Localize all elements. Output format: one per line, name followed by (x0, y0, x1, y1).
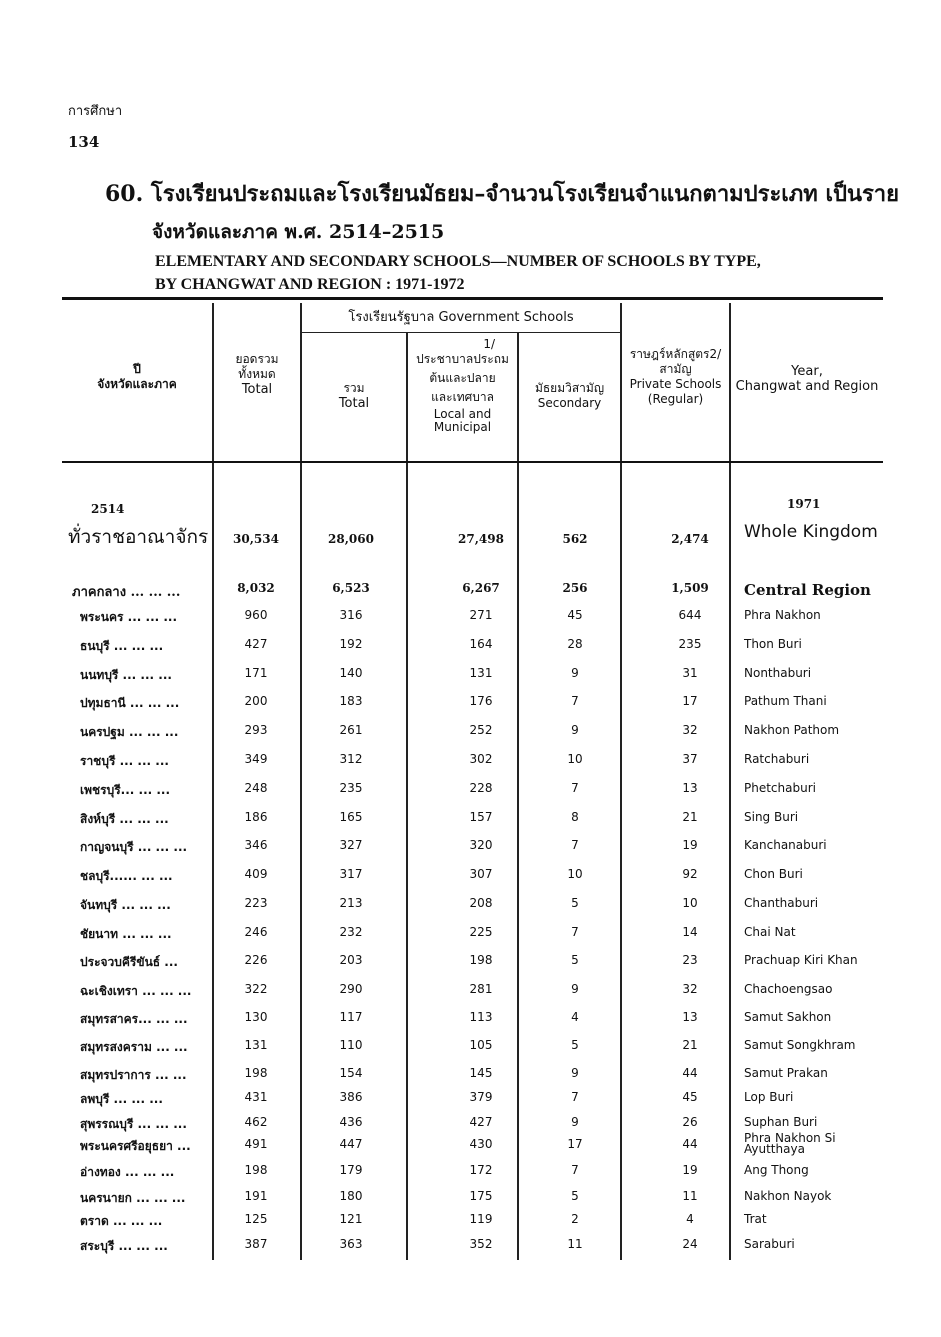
cell-gov-total: 165 (339, 810, 363, 824)
province-name-thai: เพชรบุรี... ... ... (80, 783, 171, 797)
province-name-english: Chachoengsao (744, 982, 833, 996)
cell-private: 1,509 (671, 581, 709, 595)
cell-local-municipal: 113 (469, 1010, 493, 1024)
cell-secondary: 5 (571, 896, 579, 910)
cell-private: 19 (682, 838, 698, 852)
col6-header-en-2: Changwat and Region (735, 379, 879, 394)
province-name-thai: ลพบุรี ... ... ... (80, 1092, 163, 1106)
cell-secondary: 7 (571, 1163, 579, 1177)
gov-group-rule (300, 332, 622, 333)
table-row (0, 1038, 941, 1062)
region-name-thai: ภาคกลาง ... ... ... (72, 585, 181, 600)
cell-private: 19 (682, 1163, 698, 1177)
cell-total: 125 (244, 1212, 268, 1226)
province-name-thai: สิงห์บุรี ... ... ... (80, 812, 169, 826)
province-name-english: Thon Buri (744, 637, 802, 651)
cell-gov-total: 154 (339, 1066, 363, 1080)
header-category: การศึกษา (68, 104, 123, 119)
cell-private: 23 (682, 953, 698, 967)
cell-local-municipal: 307 (469, 867, 493, 881)
cell-total: 200 (244, 694, 268, 708)
province-name-english: Suphan Buri (744, 1115, 818, 1129)
cell-total: 30,534 (233, 532, 279, 546)
cell-secondary: 8 (571, 810, 579, 824)
col4-header-en: Secondary (537, 396, 602, 410)
province-name-thai: พระนครศรีอยุธยา ... (80, 1139, 191, 1153)
cell-private: 2,474 (671, 532, 709, 546)
col2-header (302, 381, 406, 411)
cell-private: 24 (682, 1237, 698, 1251)
province-name-thai: พระนคร ... ... ... (80, 610, 178, 624)
cell-total: 960 (244, 608, 268, 622)
table-header-rule (62, 461, 883, 463)
cell-secondary: 2 (571, 1212, 579, 1226)
cell-total: 462 (244, 1115, 268, 1129)
province-name-thai: ชลบุรี...... ... ... (80, 869, 173, 883)
cell-total: 191 (244, 1189, 268, 1203)
cell-private: 44 (682, 1066, 698, 1080)
cell-gov-total: 327 (339, 838, 363, 852)
cell-private: 13 (682, 1010, 698, 1024)
col5-header-thai-2: สามัญ (659, 362, 692, 376)
cell-private: 14 (682, 925, 698, 939)
province-name-thai: สมุทรสาคร... ... ... (80, 1012, 188, 1026)
cell-total: 8,032 (237, 581, 275, 595)
cell-private: 92 (682, 867, 698, 881)
col6-header (731, 364, 883, 394)
cell-local-municipal: 430 (469, 1137, 493, 1151)
cell-secondary: 7 (571, 694, 579, 708)
cell-total: 248 (244, 781, 268, 795)
cell-secondary: 45 (567, 608, 583, 622)
cell-private: 32 (682, 982, 698, 996)
province-name-english: Ang Thong (744, 1163, 809, 1177)
cell-local-municipal: 157 (469, 810, 493, 824)
col4-header-thai: มัธยมวิสามัญ (534, 381, 605, 395)
cell-total: 226 (244, 953, 268, 967)
table-row (0, 694, 941, 718)
province-name-thai: ราชบุรี ... ... ... (80, 754, 169, 768)
cell-local-municipal: 27,498 (458, 532, 504, 546)
cell-private: 26 (682, 1115, 698, 1129)
province-name-english: Nonthaburi (744, 666, 812, 680)
province-name-thai: ประจวบคีรีขันธ์ ... (80, 955, 178, 969)
cell-gov-total: 363 (339, 1237, 363, 1251)
cell-gov-total: 213 (339, 896, 363, 910)
cell-secondary: 5 (571, 953, 579, 967)
cell-total: 198 (244, 1163, 268, 1177)
cell-gov-total: 28,060 (328, 532, 374, 546)
province-name-thai: ปทุมธานี ... ... ... (80, 696, 180, 710)
cell-secondary: 7 (571, 838, 579, 852)
col0-header-thai-2: จังหวัดและภาค (97, 377, 177, 391)
cell-gov-total: 317 (339, 867, 363, 881)
cell-gov-total: 312 (339, 752, 363, 766)
table-row (0, 1066, 941, 1090)
cell-gov-total: 235 (339, 781, 363, 795)
table-row (0, 1189, 941, 1213)
col0-header-thai-1: ปี (133, 362, 141, 376)
cell-private: 44 (682, 1137, 698, 1151)
province-name-english: Ratchaburi (744, 752, 810, 766)
cell-gov-total: 203 (339, 953, 363, 967)
province-name-thai: สมุทรปราการ ... ... (80, 1068, 187, 1082)
cell-local-municipal: 145 (469, 1066, 493, 1080)
cell-total: 293 (244, 723, 268, 737)
cell-secondary: 10 (567, 867, 583, 881)
table-row (0, 1090, 941, 1114)
province-name-thai: จันทบุรี ... ... ... (80, 898, 171, 912)
cell-local-municipal: 225 (469, 925, 493, 939)
cell-local-municipal: 352 (469, 1237, 493, 1251)
table-row (0, 1163, 941, 1187)
province-name-english: Chai Nat (744, 925, 796, 939)
province-name-thai: นครนายก ... ... ... (80, 1191, 186, 1205)
cell-secondary: 17 (567, 1137, 583, 1151)
province-name-english: Lop Buri (744, 1090, 794, 1104)
region-name-english: Central Region (744, 581, 871, 599)
cell-private: 13 (682, 781, 698, 795)
page-number: 134 (68, 133, 100, 151)
province-name-thai: ชัยนาท ... ... ... (80, 927, 172, 941)
col0-header (62, 362, 212, 392)
cell-local-municipal: 105 (469, 1038, 493, 1052)
province-name-thai: กาญจนบุรี ... ... ... (80, 840, 188, 854)
cell-private: 17 (682, 694, 698, 708)
cell-gov-total: 117 (339, 1010, 363, 1024)
province-name-english: Prachuap Kiri Khan (744, 953, 858, 967)
cell-gov-total: 140 (339, 666, 363, 680)
cell-gov-total: 386 (339, 1090, 363, 1104)
cell-gov-total: 121 (339, 1212, 363, 1226)
cell-secondary: 5 (571, 1038, 579, 1052)
province-name-english: Pathum Thani (744, 694, 827, 708)
cell-local-municipal: 252 (469, 723, 493, 737)
province-name-english: Chon Buri (744, 867, 803, 881)
cell-private: 11 (682, 1189, 698, 1203)
cell-private: 644 (678, 608, 702, 622)
cell-secondary: 9 (571, 982, 579, 996)
whole-kingdom-thai: ทั่วราชอาณาจักร (68, 526, 209, 548)
cell-total: 171 (244, 666, 268, 680)
cell-total: 409 (244, 867, 268, 881)
province-name-english: Trat (744, 1212, 767, 1226)
cell-gov-total: 447 (339, 1137, 363, 1151)
col1-header-en: Total (241, 382, 273, 397)
cell-private: 10 (682, 896, 698, 910)
table-row (0, 752, 941, 776)
cell-local-municipal: 379 (469, 1090, 493, 1104)
cell-local-municipal: 175 (469, 1189, 493, 1203)
cell-private: 31 (682, 666, 698, 680)
table-row (0, 953, 941, 977)
cell-total: 223 (244, 896, 268, 910)
cell-total: 246 (244, 925, 268, 939)
col1-header-thai-1: ยอดรวม (235, 352, 279, 366)
province-name-thai: นครปฐม ... ... ... (80, 725, 179, 739)
cell-gov-total: 436 (339, 1115, 363, 1129)
cell-local-municipal: 198 (469, 953, 493, 967)
col6-header-en-1: Year, (791, 364, 823, 379)
cell-secondary: 5 (571, 1189, 579, 1203)
cell-private: 37 (682, 752, 698, 766)
cell-local-municipal: 271 (469, 608, 493, 622)
cell-gov-total: 180 (339, 1189, 363, 1203)
cell-secondary: 7 (571, 781, 579, 795)
cell-secondary: 9 (571, 723, 579, 737)
table-row (0, 1237, 941, 1261)
region-row (0, 581, 941, 605)
cell-local-municipal: 320 (469, 838, 493, 852)
table-row (0, 1010, 941, 1034)
cell-total: 322 (244, 982, 268, 996)
col5-header-en-1: Private Schools (629, 377, 722, 391)
whole-kingdom-row (0, 522, 941, 546)
cell-private: 21 (682, 1038, 698, 1052)
col3-header-en-1: Local and (433, 407, 492, 421)
province-name-english: Chanthaburi (744, 896, 819, 910)
cell-secondary: 256 (562, 581, 588, 595)
title-english-line2: BY CHANGWAT AND REGION : 1971-1972 (155, 276, 465, 293)
col3-header (408, 337, 517, 433)
province-name-thai: ฉะเชิงเทรา ... ... ... (80, 984, 192, 998)
cell-secondary: 7 (571, 925, 579, 939)
gov-group-header: โรงเรียนรัฐบาล Government Schools (348, 310, 574, 325)
col3-header-en-2: Municipal (433, 420, 492, 434)
table-row (0, 810, 941, 834)
cell-private: 235 (678, 637, 702, 651)
cell-local-municipal: 427 (469, 1115, 493, 1129)
province-name-english: Nakhon Pathom (744, 723, 840, 737)
cell-private: 21 (682, 810, 698, 824)
col3-header-thai-3: และเทศบาล (431, 390, 494, 404)
table-row (0, 637, 941, 661)
cell-total: 491 (244, 1137, 268, 1151)
province-name-thai: สมุทรสงคราม ... ... (80, 1040, 188, 1054)
col5-header-thai-1: ราษฎร์หลักสูตร2/ (629, 347, 722, 361)
cell-secondary: 9 (571, 1115, 579, 1129)
province-name-english: Samut Songkhram (744, 1038, 856, 1052)
cell-local-municipal: 6,267 (462, 581, 500, 595)
cell-gov-total: 290 (339, 982, 363, 996)
cell-total: 198 (244, 1066, 268, 1080)
cell-gov-total: 179 (339, 1163, 363, 1177)
cell-private: 45 (682, 1090, 698, 1104)
province-name-thai: สุพรรณบุรี ... ... ... (80, 1117, 187, 1131)
province-name-english: Phetchaburi (744, 781, 816, 795)
cell-secondary: 11 (567, 1237, 583, 1251)
cell-local-municipal: 302 (469, 752, 493, 766)
cell-local-municipal: 176 (469, 694, 493, 708)
col5-header (622, 347, 729, 407)
cell-local-municipal: 208 (469, 896, 493, 910)
table-row (0, 982, 941, 1006)
col2-header-en: Total (338, 396, 370, 411)
cell-total: 349 (244, 752, 268, 766)
cell-secondary: 9 (571, 1066, 579, 1080)
province-name-english: Phra Nakhon (744, 608, 821, 622)
cell-local-municipal: 172 (469, 1163, 493, 1177)
cell-total: 346 (244, 838, 268, 852)
cell-secondary: 10 (567, 752, 583, 766)
col3-footnote-marker: 1/ (483, 337, 495, 351)
province-name-thai: นนทบุรี ... ... ... (80, 668, 172, 682)
cell-local-municipal: 281 (469, 982, 493, 996)
cell-secondary: 28 (567, 637, 583, 651)
cell-secondary: 9 (571, 666, 579, 680)
province-name-thai: ตราด ... ... ... (80, 1214, 163, 1228)
cell-private: 4 (686, 1212, 694, 1226)
cell-gov-total: 261 (339, 723, 363, 737)
cell-local-municipal: 164 (469, 637, 493, 651)
col3-header-thai-2: ต้นและปลาย (429, 371, 496, 385)
table-row (0, 723, 941, 747)
col1-header-thai-2: ทั้งหมด (238, 367, 276, 381)
province-name-english: Samut Prakan (744, 1066, 828, 1080)
cell-local-municipal: 131 (469, 666, 493, 680)
cell-private: 32 (682, 723, 698, 737)
cell-secondary: 7 (571, 1090, 579, 1104)
province-name-thai: ธนบุรี ... ... ... (80, 639, 164, 653)
province-name-thai: อ่างทอง ... ... ... (80, 1165, 175, 1179)
cell-gov-total: 232 (339, 925, 363, 939)
whole-kingdom-english: Whole Kingdom (744, 522, 878, 542)
title-thai-line2: จังหวัดและภาค พ.ศ. 2514–2515 (152, 221, 445, 243)
col2-header-thai: รวม (343, 381, 365, 395)
col3-header-thai-1: ประชาบาลประถม (416, 352, 509, 366)
province-name-english: Samut Sakhon (744, 1010, 832, 1024)
cell-total: 387 (244, 1237, 268, 1251)
year-thai: 2514 (91, 502, 125, 516)
cell-local-municipal: 119 (469, 1212, 493, 1226)
table-row (0, 666, 941, 690)
table-row (0, 1131, 941, 1161)
col4-header (519, 381, 620, 411)
cell-gov-total: 192 (339, 637, 363, 651)
table-row (0, 1212, 941, 1236)
province-name-english: Saraburi (744, 1237, 795, 1251)
province-name-english: Nakhon Nayok (744, 1189, 832, 1203)
province-name-thai: สระบุรี ... ... ... (80, 1239, 168, 1253)
cell-gov-total: 183 (339, 694, 363, 708)
cell-secondary: 4 (571, 1010, 579, 1024)
title-thai-line1: 60. โรงเรียนประถมและโรงเรียนมัธยม–จำนวนโรงเรียนจำแนกตามประเภท เป็นราย (105, 181, 900, 207)
cell-total: 431 (244, 1090, 268, 1104)
cell-gov-total: 6,523 (332, 581, 370, 595)
province-name-english: Kanchanaburi (744, 838, 827, 852)
table-row (0, 781, 941, 805)
year-english: 1971 (787, 497, 821, 511)
province-name-english: Sing Buri (744, 810, 799, 824)
province-name-english: Phra Nakhon Si Ayutthaya (744, 1131, 836, 1156)
cell-gov-total: 110 (339, 1038, 363, 1052)
title-english-line1: ELEMENTARY AND SECONDARY SCHOOLS—NUMBER OF SCHOOLS BY TYPE, (155, 253, 761, 270)
table-row (0, 867, 941, 891)
table-row (0, 896, 941, 920)
cell-local-municipal: 228 (469, 781, 493, 795)
cell-total: 130 (244, 1010, 268, 1024)
cell-total: 131 (244, 1038, 268, 1052)
table-row (0, 838, 941, 862)
table-top-rule (62, 297, 883, 300)
col5-header-en-2: (Regular) (647, 392, 704, 406)
cell-gov-total: 316 (339, 608, 363, 622)
table-row (0, 925, 941, 949)
table-row (0, 608, 941, 632)
cell-secondary: 562 (562, 532, 588, 546)
col1-header (214, 352, 300, 397)
cell-total: 427 (244, 637, 268, 651)
cell-total: 186 (244, 810, 268, 824)
